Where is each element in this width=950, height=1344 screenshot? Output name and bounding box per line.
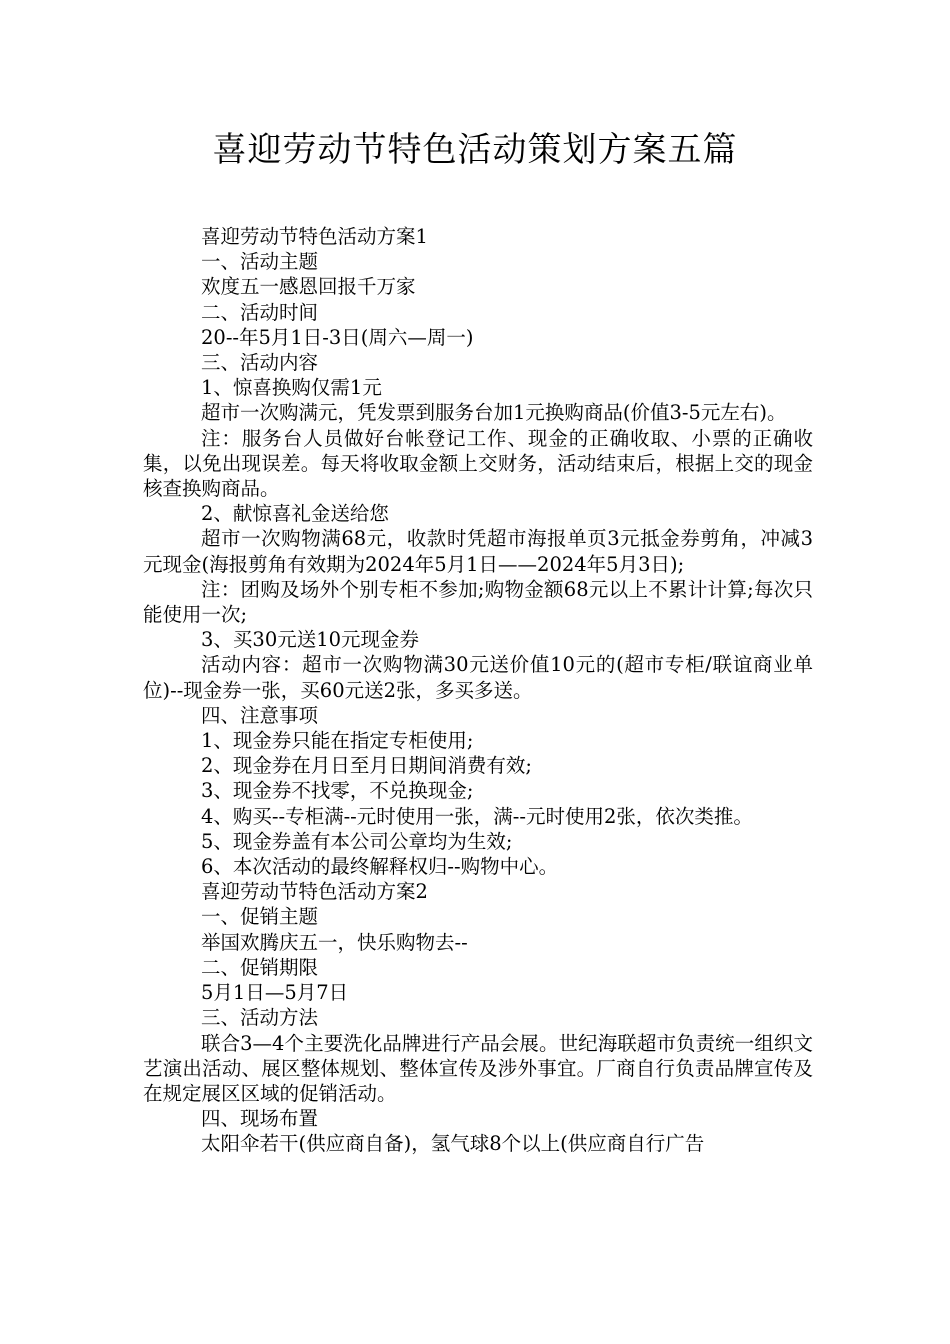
paragraph: 超市一次购物满68元，收款时凭超市海报单页3元抵金券剪角，冲减3元现金(海报剪角有效期为2024年5月1日——2024年5月3日); [143, 527, 813, 576]
document-body [143, 224, 813, 1157]
paragraph: 3、现金券不找零，不兑换现金; [201, 779, 474, 803]
document-title: 喜迎劳动节特色活动策划方案五篇 [212, 130, 738, 170]
paragraph: 三、活动内容 [201, 351, 319, 375]
paragraph: 喜迎劳动节特色活动方案2 [201, 880, 428, 904]
paragraph: 二、促销期限 [201, 955, 319, 979]
paragraph: 一、促销主题 [201, 905, 319, 929]
paragraph: 20--年5月1日-3日(周六—周一) [201, 325, 474, 349]
paragraph: 6、本次活动的最终解释权归--购物中心。 [201, 855, 559, 879]
paragraph: 活动内容：超市一次购物满30元送价值10元的(超市专柜/联谊商业单位)--现金券一张，买60元送2张，多买多送。 [143, 653, 813, 702]
paragraph: 5、现金券盖有本公司公章均为生效; [201, 829, 513, 853]
paragraph: 5月1日—5月7日 [201, 981, 349, 1005]
paragraph: 1、现金券只能在指定专柜使用; [201, 729, 474, 753]
paragraph: 注：服务台人员做好台帐登记工作、现金的正确收取、小票的正确收集，以免出现误差。每天将收取金额上交财务，活动结束后，根据上交的现金核查换购商品。 [143, 426, 813, 501]
paragraph: 注：团购及场外个别专柜不参加;购物金额68元以上不累计计算;每次只能使用一次; [143, 577, 813, 627]
paragraph: 四、注意事项 [201, 703, 319, 727]
paragraph: 1、惊喜换购仅需1元 [201, 376, 382, 400]
paragraph: 2、现金券在月日至月日期间消费有效; [201, 754, 532, 778]
paragraph: 4、购买--专柜满--元时使用一张，满--元时使用2张，依次类推。 [201, 804, 753, 828]
paragraph: 欢度五一感恩回报千万家 [201, 275, 416, 299]
paragraph: 三、活动方法 [201, 1006, 319, 1030]
paragraph: 喜迎劳动节特色活动方案1 [201, 225, 428, 248]
paragraph: 3、买30元送10元现金券 [201, 628, 420, 652]
paragraph: 2、献惊喜礼金送给您 [201, 502, 389, 526]
paragraph: 一、活动主题 [201, 250, 319, 274]
paragraph: 联合3—4个主要洗化品牌进行产品会展。世纪海联超市负责统一组织文艺演出活动、展区整体规划、整体宣传及涉外事宜。厂商自行负责品牌宣传及在规定展区区域的促销活动。 [143, 1031, 813, 1105]
paragraph: 四、现场布置 [201, 1107, 319, 1131]
paragraph: 举国欢腾庆五一，快乐购物去-- [201, 930, 468, 954]
paragraph: 超市一次购满元，凭发票到服务台加1元换购商品(价值3-5元左右)。 [201, 401, 787, 425]
paragraph: 二、活动时间 [201, 300, 319, 324]
paragraph: 太阳伞若干(供应商自备)，氢气球8个以上(供应商自行广告 [201, 1132, 705, 1156]
